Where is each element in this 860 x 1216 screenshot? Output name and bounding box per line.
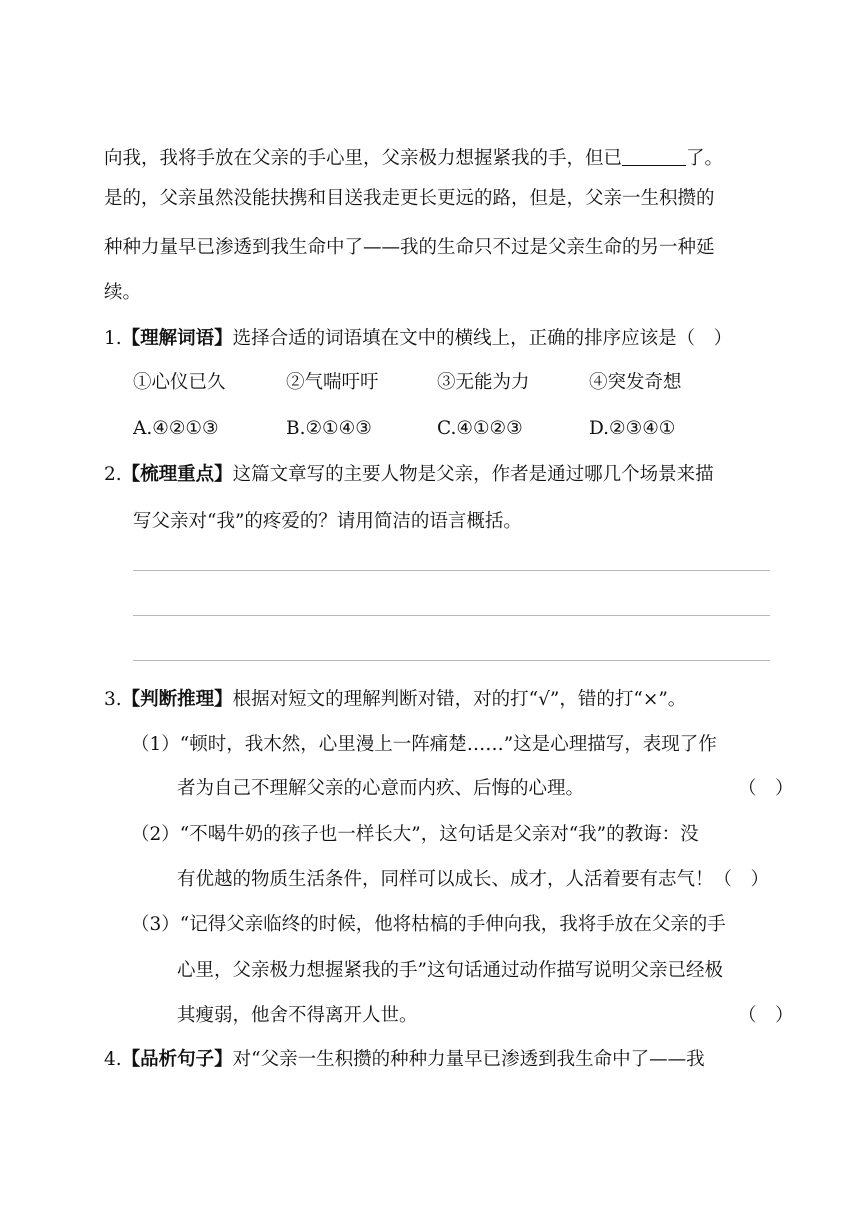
judge-item-1-line-2: 者为自己不理解父亲的心意而内疚、后悔的心理。 (177, 778, 585, 799)
item-text: “记得父亲临终的时候，他将枯槁的手伸向我，我将手放在父亲的手 (179, 914, 726, 935)
question-tag: 【理解词语】 (121, 328, 233, 349)
passage-line-1 (104, 148, 723, 169)
item-label: （2） (131, 824, 180, 845)
choice-b[interactable]: B.②①④③ (286, 418, 372, 439)
judge-item-1 (131, 736, 717, 755)
answer-line-1[interactable] (133, 570, 770, 571)
passage-line-2: 是的，父亲虽然没能扶携和目送我走更长更远的路，但是，父亲一生积攒的 (104, 188, 715, 209)
judge-item-3-line-2: 心里，父亲极力想握紧我的手”这句话通过动作描写说明父亲已经极 (177, 960, 723, 981)
answer-parentheses[interactable]: （ ） (738, 1005, 794, 1026)
question-tag: 【品析句子】 (121, 1049, 233, 1070)
item-text: “不喝牛奶的孩子也一样长大”，这句话是父亲对“我”的教诲：没 (179, 824, 699, 845)
judge-item-2-line-2: 有优越的物质生活条件，同样可以成长、成才，人活着要有志气！（ ） (177, 869, 770, 890)
judge-item-2 (131, 826, 699, 845)
fill-blank[interactable] (622, 148, 686, 166)
question-tag: 【梳理重点】 (121, 464, 233, 485)
word-option-2: ②气喘吁吁 (286, 372, 379, 393)
passage-line-1-end: 了。 (686, 148, 724, 169)
question-2 (104, 466, 714, 485)
question-text: 这篇文章写的主要人物是父亲，作者是通过哪几个场景来描 (232, 464, 714, 485)
question-number: 1. (104, 328, 122, 349)
word-option-1: ①心仪已久 (133, 372, 226, 393)
choice-d[interactable]: D.②③④① (589, 418, 676, 439)
answer-line-3[interactable] (133, 660, 770, 661)
choice-a[interactable]: A.④②①③ (133, 418, 219, 439)
judge-item-3 (131, 916, 726, 935)
item-label: （3） (131, 914, 180, 935)
question-text: 选择合适的词语填在文中的横线上，正确的排序应该是（ ） (232, 328, 733, 349)
item-text: “顿时，我木然，心里漫上一阵痛楚……”这是心理描写，表现了作 (179, 734, 717, 755)
word-option-3: ③无能为力 (437, 372, 530, 393)
question-number: 4. (104, 1049, 122, 1070)
question-4 (104, 1051, 705, 1070)
passage-line-4: 续。 (104, 282, 142, 303)
question-text: 对“父亲一生积攒的种种力量早已渗透到我生命中了——我 (232, 1049, 705, 1070)
passage-line-3: 种种力量早已渗透到我生命中了——我的生命只不过是父亲生命的另一种延 (104, 237, 715, 258)
judge-item-3-line-3: 其瘦弱，他舍不得离开人世。 (177, 1005, 418, 1026)
choice-c[interactable]: C.④①②③ (437, 418, 523, 439)
question-text: 根据对短文的理解判断对错，对的打“√”，错的打“×”。 (232, 689, 687, 710)
question-3 (104, 691, 686, 710)
question-1 (104, 330, 732, 349)
passage-line-1-text: 向我，我将手放在父亲的手心里，父亲极力想握紧我的手，但已 (104, 148, 623, 169)
question-number: 3. (104, 689, 122, 710)
question-2-line-2: 写父亲对“我”的疼爱的？请用简洁的语言概括。 (133, 511, 522, 532)
question-number: 2. (104, 464, 122, 485)
item-label: （1） (131, 734, 180, 755)
answer-line-2[interactable] (133, 615, 770, 616)
word-option-4: ④突发奇想 (589, 372, 682, 393)
question-tag: 【判断推理】 (121, 689, 233, 710)
answer-parentheses[interactable]: （ ） (738, 778, 794, 799)
